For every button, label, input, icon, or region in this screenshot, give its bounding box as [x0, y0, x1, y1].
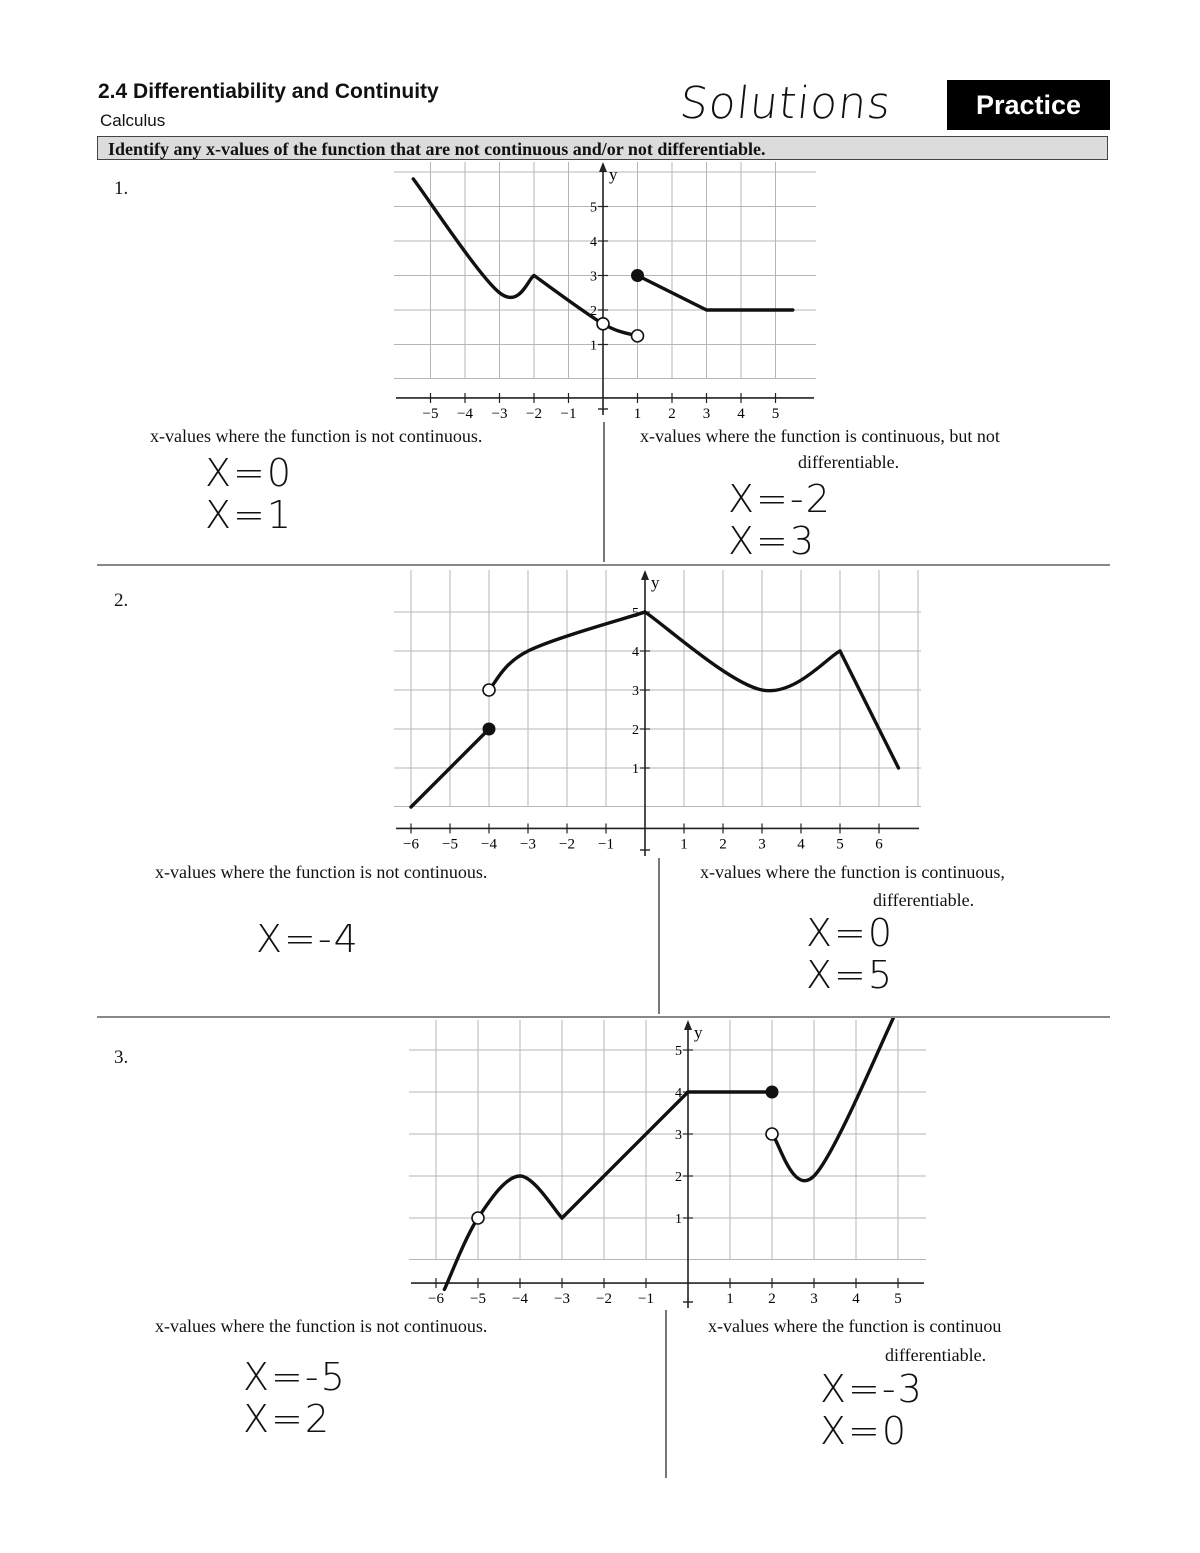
answer-line: X=-4 — [256, 917, 360, 961]
open-point — [472, 1212, 484, 1224]
x-tick-label: −5 — [442, 836, 458, 853]
graph-2 — [390, 568, 925, 858]
function-curve — [413, 179, 534, 298]
question-not-differentiable-cont: differentiable. — [798, 452, 900, 472]
y-tick-label: 4 — [590, 235, 597, 250]
function-curve — [444, 1176, 562, 1289]
y-tick-label: 3 — [675, 1128, 682, 1143]
open-point — [483, 684, 495, 696]
y-tick-label: 2 — [632, 723, 639, 738]
y-tick-label: 4 — [632, 645, 639, 660]
x-tick-label: −1 — [598, 836, 614, 853]
x-tick-label: 2 — [719, 836, 727, 853]
x-tick-label: 5 — [894, 1291, 902, 1308]
y-tick-label: 3 — [632, 684, 639, 699]
y-tick-label: 2 — [590, 304, 597, 319]
open-point — [766, 1128, 778, 1140]
x-tick-label: 1 — [726, 1291, 734, 1308]
question-not-differentiable: x-values where the function is continuous, — [700, 862, 1005, 882]
y-tick-label: 4 — [675, 1086, 682, 1101]
answer-left — [243, 1356, 347, 1440]
x-tick-label: −4 — [512, 1291, 528, 1308]
y-axis-label: y — [609, 165, 618, 184]
x-tick-label: −1 — [560, 405, 577, 422]
x-tick-label: −3 — [491, 405, 508, 422]
y-tick-label: 1 — [675, 1212, 682, 1227]
function-curve — [638, 276, 793, 311]
question-not-differentiable-cont: differentiable. — [873, 890, 975, 910]
x-tick-label: 2 — [768, 1291, 776, 1308]
answer-left — [256, 918, 360, 960]
column-divider — [658, 858, 660, 1014]
open-point — [632, 330, 644, 342]
x-tick-label: 1 — [680, 836, 688, 853]
question-not-differentiable: x-values where the function is continuou — [708, 1316, 1002, 1336]
problem-number: 2. — [114, 590, 129, 611]
function-curve — [772, 1018, 898, 1181]
answer-line: X=0 — [205, 451, 294, 495]
x-tick-label: −2 — [596, 1291, 612, 1308]
x-tick-label: 3 — [758, 836, 766, 853]
x-tick-label: 3 — [702, 405, 711, 422]
x-tick-label: 4 — [797, 836, 805, 853]
y-tick-label: 3 — [590, 269, 597, 285]
problem-number: 3. — [114, 1047, 129, 1068]
question-not-differentiable: x-values where the function is continuous, but not — [640, 426, 1000, 446]
x-tick-label: 4 — [852, 1291, 860, 1308]
subject-label: Calculus — [100, 111, 166, 130]
graph-1 — [390, 160, 820, 425]
page-title: 2.4 Differentiability and Continuity — [98, 80, 439, 103]
x-tick-label: −6 — [403, 836, 419, 853]
answer-line: X=0 — [806, 911, 895, 955]
y-axis-label: y — [694, 1023, 703, 1042]
x-tick-label: 2 — [668, 405, 676, 422]
x-tick-label: −6 — [428, 1291, 444, 1308]
question-not-continuous: x-values where the function is not continuous. — [150, 426, 483, 446]
x-tick-label: −4 — [457, 405, 473, 422]
solutions-handwritten: Solutions — [677, 78, 894, 129]
y-tick-label: 5 — [632, 606, 639, 621]
x-tick-label: −5 — [422, 405, 439, 422]
x-tick-label: −2 — [559, 836, 575, 853]
x-tick-label: −4 — [481, 836, 497, 853]
answer-line: X=-3 — [820, 1367, 924, 1411]
y-tick-label: 5 — [590, 200, 597, 216]
practice-badge: Practice — [947, 80, 1110, 130]
answer-line: X=-2 — [728, 477, 832, 521]
answer-left — [205, 452, 293, 536]
y-tick-label: 2 — [675, 1170, 682, 1185]
answer-right — [728, 478, 832, 562]
x-tick-label: −1 — [638, 1291, 654, 1308]
y-axis-arrow — [599, 162, 607, 172]
function-curve — [562, 1092, 688, 1218]
x-tick-label: 4 — [737, 405, 745, 422]
y-tick-label: 1 — [590, 338, 597, 354]
answer-line: X=3 — [728, 519, 817, 563]
x-tick-label: 3 — [810, 1291, 818, 1308]
open-point — [597, 318, 609, 330]
answer-line: X=1 — [205, 493, 294, 537]
answer-line: X=5 — [806, 953, 895, 997]
answer-line: X=0 — [820, 1409, 909, 1453]
answer-line: X=-5 — [243, 1355, 347, 1399]
problem-number: 1. — [114, 178, 129, 199]
function-curve — [534, 276, 638, 336]
column-divider — [665, 1310, 667, 1478]
section-divider — [97, 564, 1110, 566]
answer-line: X=2 — [243, 1397, 332, 1441]
closed-point — [766, 1086, 779, 1099]
instructions-bar: Identify any x-values of the function that are not continuous and/or not differentiable. — [97, 136, 1108, 160]
y-tick-label: 1 — [632, 762, 639, 777]
question-not-continuous: x-values where the function is not continuous. — [155, 1316, 488, 1336]
function-curve — [840, 651, 899, 768]
x-tick-label: −5 — [470, 1291, 486, 1308]
column-divider — [603, 422, 605, 562]
answer-right — [820, 1368, 924, 1452]
y-axis-arrow — [684, 1020, 692, 1030]
y-axis-label: y — [651, 573, 660, 592]
graph-3 — [405, 1018, 930, 1313]
x-tick-label: 5 — [836, 836, 844, 853]
closed-point — [631, 269, 644, 282]
closed-point — [483, 723, 496, 736]
x-tick-label: −2 — [526, 405, 542, 422]
question-not-continuous: x-values where the function is not continuous. — [155, 862, 488, 882]
x-tick-label: 5 — [771, 405, 780, 422]
y-axis-arrow — [641, 570, 649, 580]
x-tick-label: 6 — [875, 836, 883, 853]
y-tick-label: 5 — [675, 1044, 682, 1059]
x-tick-label: −3 — [520, 836, 536, 853]
x-tick-label: −3 — [554, 1291, 570, 1308]
question-not-differentiable-cont: differentiable. — [885, 1345, 987, 1365]
answer-right — [806, 912, 894, 996]
x-tick-label: 1 — [633, 405, 642, 422]
